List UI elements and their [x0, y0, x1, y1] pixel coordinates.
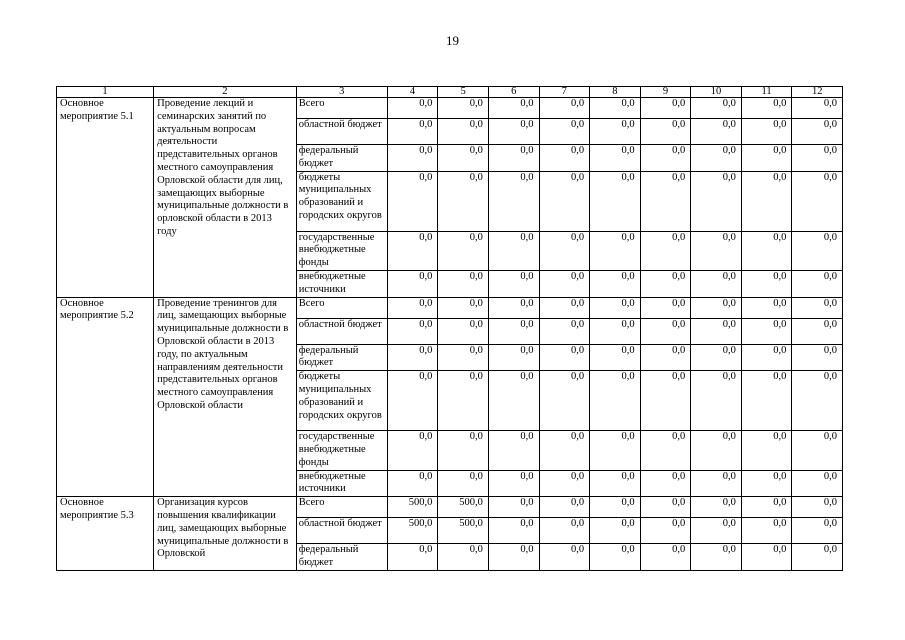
- funding-source: бюджеты муниципальных образований и городских округов: [296, 171, 387, 231]
- amount-cell: 0,0: [640, 470, 691, 497]
- amount-cell: 0,0: [488, 297, 539, 318]
- amount-cell: 0,0: [640, 231, 691, 270]
- amount-cell: 0,0: [590, 270, 641, 297]
- amount-cell: 0,0: [640, 145, 691, 172]
- event-name: Основное мероприятие 5.2: [57, 297, 154, 497]
- amount-cell: 0,0: [691, 497, 742, 518]
- table-row: [57, 297, 843, 318]
- amount-cell: 0,0: [488, 171, 539, 231]
- amount-cell: 0,0: [488, 231, 539, 270]
- amount-cell: 0,0: [387, 119, 438, 145]
- amount-cell: 0,0: [640, 270, 691, 297]
- amount-cell: 0,0: [741, 171, 792, 231]
- amount-cell: 0,0: [387, 231, 438, 270]
- funding-source: государственные внебюджетные фонды: [296, 231, 387, 270]
- amount-cell: 0,0: [438, 470, 489, 497]
- amount-cell: 0,0: [387, 297, 438, 318]
- page-number: 19: [446, 33, 459, 48]
- amount-cell: 0,0: [539, 171, 590, 231]
- amount-cell: 0,0: [488, 470, 539, 497]
- amount-cell: 0,0: [741, 231, 792, 270]
- amount-cell: 0,0: [488, 344, 539, 371]
- amount-cell: 0,0: [488, 145, 539, 172]
- amount-cell: 0,0: [488, 497, 539, 518]
- amount-cell: 0,0: [438, 344, 489, 371]
- amount-cell: 0,0: [387, 371, 438, 431]
- amount-cell: 0,0: [792, 518, 843, 544]
- amount-cell: 0,0: [640, 119, 691, 145]
- amount-cell: 0,0: [741, 544, 792, 571]
- funding-source: областной бюджет: [296, 518, 387, 544]
- amount-cell: 0,0: [640, 344, 691, 371]
- amount-cell: 0,0: [640, 497, 691, 518]
- amount-cell: 0,0: [792, 431, 843, 470]
- amount-cell: 0,0: [387, 98, 438, 119]
- amount-cell: 0,0: [488, 98, 539, 119]
- amount-cell: 0,0: [438, 297, 489, 318]
- funding-source: федеральный бюджет: [296, 544, 387, 571]
- amount-cell: 0,0: [590, 344, 641, 371]
- amount-cell: 0,0: [488, 119, 539, 145]
- amount-cell: 0,0: [590, 231, 641, 270]
- amount-cell: 0,0: [438, 171, 489, 231]
- amount-cell: 0,0: [488, 431, 539, 470]
- amount-cell: 0,0: [691, 431, 742, 470]
- amount-cell: 0,0: [539, 270, 590, 297]
- amount-cell: 0,0: [792, 119, 843, 145]
- funding-source: федеральный бюджет: [296, 344, 387, 371]
- amount-cell: 0,0: [691, 119, 742, 145]
- column-number: 2: [154, 87, 297, 98]
- amount-cell: 0,0: [741, 98, 792, 119]
- amount-cell: 0,0: [640, 297, 691, 318]
- amount-cell: 0,0: [539, 318, 590, 344]
- amount-cell: 0,0: [539, 518, 590, 544]
- column-number: 5: [438, 87, 489, 98]
- amount-cell: 0,0: [640, 544, 691, 571]
- amount-cell: 0,0: [590, 497, 641, 518]
- column-number-row: [57, 87, 843, 98]
- amount-cell: 0,0: [691, 171, 742, 231]
- amount-cell: 0,0: [792, 171, 843, 231]
- amount-cell: 0,0: [691, 371, 742, 431]
- amount-cell: 0,0: [539, 544, 590, 571]
- amount-cell: 0,0: [691, 98, 742, 119]
- amount-cell: 0,0: [741, 518, 792, 544]
- amount-cell: 0,0: [590, 119, 641, 145]
- amount-cell: 0,0: [590, 98, 641, 119]
- event-description: Проведение лекций и семинарских занятий по актуальным вопросам деятельности представительных органов местного самоуправления Орловской области для лиц, замещающих выборные муниципальные должности в орловской области в 2013 году: [154, 98, 297, 298]
- amount-cell: 0,0: [387, 344, 438, 371]
- column-number: 4: [387, 87, 438, 98]
- amount-cell: 0,0: [387, 544, 438, 571]
- amount-cell: 0,0: [792, 497, 843, 518]
- column-number: 8: [590, 87, 641, 98]
- amount-cell: 0,0: [590, 145, 641, 172]
- amount-cell: 0,0: [387, 270, 438, 297]
- event-name: Основное мероприятие 5.3: [57, 497, 154, 571]
- amount-cell: 0,0: [488, 544, 539, 571]
- table-row: [57, 497, 843, 518]
- amount-cell: 0,0: [438, 119, 489, 145]
- column-number: 3: [296, 87, 387, 98]
- amount-cell: 500,0: [387, 518, 438, 544]
- amount-cell: 0,0: [488, 518, 539, 544]
- amount-cell: 0,0: [387, 171, 438, 231]
- amount-cell: 0,0: [691, 318, 742, 344]
- amount-cell: 0,0: [792, 297, 843, 318]
- event-name: Основное мероприятие 5.1: [57, 98, 154, 298]
- amount-cell: 0,0: [590, 470, 641, 497]
- amount-cell: 0,0: [741, 119, 792, 145]
- amount-cell: 0,0: [590, 171, 641, 231]
- amount-cell: 0,0: [590, 544, 641, 571]
- amount-cell: 0,0: [539, 431, 590, 470]
- amount-cell: 0,0: [691, 544, 742, 571]
- column-number: 6: [488, 87, 539, 98]
- amount-cell: 0,0: [640, 318, 691, 344]
- amount-cell: 0,0: [590, 431, 641, 470]
- column-number: 10: [691, 87, 742, 98]
- amount-cell: 500,0: [438, 497, 489, 518]
- amount-cell: 0,0: [539, 470, 590, 497]
- amount-cell: 0,0: [387, 145, 438, 172]
- amount-cell: 0,0: [387, 318, 438, 344]
- amount-cell: 0,0: [640, 431, 691, 470]
- amount-cell: 0,0: [539, 231, 590, 270]
- amount-cell: 0,0: [741, 318, 792, 344]
- amount-cell: 0,0: [691, 344, 742, 371]
- funding-source: государственные внебюджетные фонды: [296, 431, 387, 470]
- funding-source: бюджеты муниципальных образований и городских округов: [296, 371, 387, 431]
- amount-cell: 0,0: [438, 544, 489, 571]
- amount-cell: 0,0: [438, 270, 489, 297]
- column-number: 9: [640, 87, 691, 98]
- funding-source: Всего: [296, 497, 387, 518]
- amount-cell: 0,0: [590, 297, 641, 318]
- column-number: 11: [741, 87, 792, 98]
- funding-source: внебюджетные источники: [296, 470, 387, 497]
- amount-cell: 0,0: [590, 518, 641, 544]
- amount-cell: 0,0: [691, 297, 742, 318]
- amount-cell: 0,0: [488, 371, 539, 431]
- amount-cell: 0,0: [792, 145, 843, 172]
- amount-cell: 0,0: [438, 431, 489, 470]
- event-description: Организация курсов повышения квалификации лиц, замещающих выборные муниципальные должности в Орловской: [154, 497, 297, 571]
- amount-cell: 0,0: [691, 145, 742, 172]
- funding-source: Всего: [296, 98, 387, 119]
- funding-source: областной бюджет: [296, 119, 387, 145]
- amount-cell: 0,0: [741, 431, 792, 470]
- amount-cell: 0,0: [691, 470, 742, 497]
- amount-cell: 0,0: [640, 518, 691, 544]
- amount-cell: 500,0: [438, 518, 489, 544]
- amount-cell: 0,0: [792, 371, 843, 431]
- amount-cell: 0,0: [741, 497, 792, 518]
- funding-source: федеральный бюджет: [296, 145, 387, 172]
- amount-cell: 0,0: [741, 371, 792, 431]
- amount-cell: 0,0: [438, 231, 489, 270]
- amount-cell: 0,0: [438, 371, 489, 431]
- amount-cell: 0,0: [691, 231, 742, 270]
- column-number: 12: [792, 87, 843, 98]
- amount-cell: 0,0: [438, 145, 489, 172]
- amount-cell: 0,0: [741, 270, 792, 297]
- column-number: 7: [539, 87, 590, 98]
- amount-cell: 0,0: [741, 297, 792, 318]
- funding-source: областной бюджет: [296, 318, 387, 344]
- amount-cell: 0,0: [792, 231, 843, 270]
- amount-cell: 0,0: [741, 344, 792, 371]
- amount-cell: 0,0: [539, 371, 590, 431]
- amount-cell: 0,0: [590, 318, 641, 344]
- event-description: Проведение тренингов для лиц, замещающих выборные муниципальные должности в Орловской области в 2013 году, по актуальным направлениям деятельности представительных органов местного самоуправления Орловской области: [154, 297, 297, 497]
- amount-cell: 0,0: [691, 270, 742, 297]
- amount-cell: 0,0: [590, 371, 641, 431]
- amount-cell: 0,0: [539, 497, 590, 518]
- amount-cell: 0,0: [438, 98, 489, 119]
- amount-cell: 0,0: [741, 470, 792, 497]
- table-row: [57, 98, 843, 119]
- amount-cell: 0,0: [539, 98, 590, 119]
- amount-cell: 0,0: [792, 318, 843, 344]
- amount-cell: 0,0: [488, 270, 539, 297]
- amount-cell: 0,0: [792, 98, 843, 119]
- amount-cell: 0,0: [438, 318, 489, 344]
- amount-cell: 0,0: [539, 344, 590, 371]
- funding-source: внебюджетные источники: [296, 270, 387, 297]
- amount-cell: 0,0: [539, 297, 590, 318]
- funding-source: Всего: [296, 297, 387, 318]
- amount-cell: 0,0: [792, 344, 843, 371]
- amount-cell: 0,0: [640, 171, 691, 231]
- amount-cell: 0,0: [792, 270, 843, 297]
- amount-cell: 0,0: [741, 145, 792, 172]
- amount-cell: 0,0: [640, 371, 691, 431]
- column-number: 1: [57, 87, 154, 98]
- budget-table: [56, 86, 843, 571]
- amount-cell: 0,0: [539, 119, 590, 145]
- amount-cell: 0,0: [792, 470, 843, 497]
- amount-cell: 0,0: [792, 544, 843, 571]
- amount-cell: 0,0: [539, 145, 590, 172]
- amount-cell: 0,0: [640, 98, 691, 119]
- amount-cell: 500,0: [387, 497, 438, 518]
- amount-cell: 0,0: [691, 518, 742, 544]
- amount-cell: 0,0: [387, 470, 438, 497]
- amount-cell: 0,0: [387, 431, 438, 470]
- amount-cell: 0,0: [488, 318, 539, 344]
